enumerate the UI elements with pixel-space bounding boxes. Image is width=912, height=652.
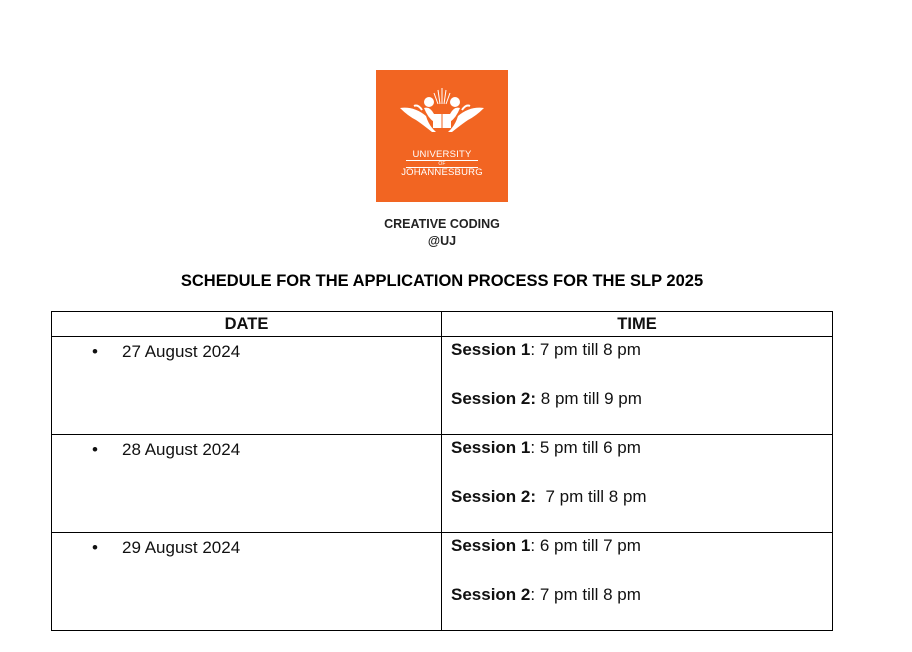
logo-line-johannesburg: JOHANNESBURG (401, 167, 483, 178)
time-cell (442, 337, 833, 435)
logo-line-of: OF (406, 160, 478, 168)
session-time: 5 pm till 6 pm (539, 438, 641, 457)
table-row (52, 435, 833, 533)
session-time: 6 pm till 7 pm (539, 536, 641, 555)
bullet-icon: • (92, 342, 98, 361)
session-label: Session 2: (451, 389, 537, 408)
time-cell (442, 435, 833, 533)
session-separator: : (530, 340, 540, 359)
table-row (52, 337, 833, 435)
schedule-table (51, 311, 833, 631)
table-row (52, 533, 833, 631)
creative-coding-subtitle (356, 216, 528, 250)
time-cell (442, 533, 833, 631)
session-2-line (451, 389, 832, 409)
session-label: Session 2 (451, 585, 531, 604)
logo-wordmark (401, 150, 483, 178)
session-separator: : (530, 438, 540, 457)
subtitle-line-1: CREATIVE CODING (384, 217, 500, 231)
session-label: Session 2: (451, 487, 537, 506)
uj-crest-icon (396, 86, 488, 138)
session-separator: : (530, 585, 540, 604)
session-separator: : (530, 536, 540, 555)
column-header-time: TIME (442, 312, 833, 337)
date-text: 29 August 2024 (122, 538, 241, 557)
session-1-line (451, 340, 832, 360)
subtitle-line-2: @UJ (427, 234, 457, 248)
date-cell (52, 435, 442, 533)
page-heading: SCHEDULE FOR THE APPLICATION PROCESS FOR THE SLP 2025 (180, 272, 704, 290)
date-cell (52, 533, 442, 631)
date-text: 27 August 2024 (122, 342, 241, 361)
university-logo (376, 70, 508, 202)
session-time: 7 pm till 8 pm (539, 585, 641, 604)
session-label: Session 1 (451, 536, 531, 555)
bullet-icon: • (92, 538, 98, 557)
bullet-icon: • (92, 440, 98, 459)
date-text: 28 August 2024 (122, 440, 241, 459)
session-time: 8 pm till 9 pm (540, 389, 642, 408)
logo-line-university: UNIVERSITY (412, 149, 472, 160)
session-time: 7 pm till 8 pm (539, 340, 641, 359)
session-1-line (451, 438, 832, 458)
session-1-line (451, 536, 832, 556)
date-cell (52, 337, 442, 435)
session-time: 7 pm till 8 pm (545, 487, 647, 506)
session-separator (536, 487, 545, 506)
session-label: Session 1 (451, 340, 531, 359)
session-2-line (451, 487, 832, 507)
column-header-date: DATE (52, 312, 442, 337)
session-label: Session 1 (451, 438, 531, 457)
table-header-row (52, 312, 833, 337)
session-2-line (451, 585, 832, 605)
